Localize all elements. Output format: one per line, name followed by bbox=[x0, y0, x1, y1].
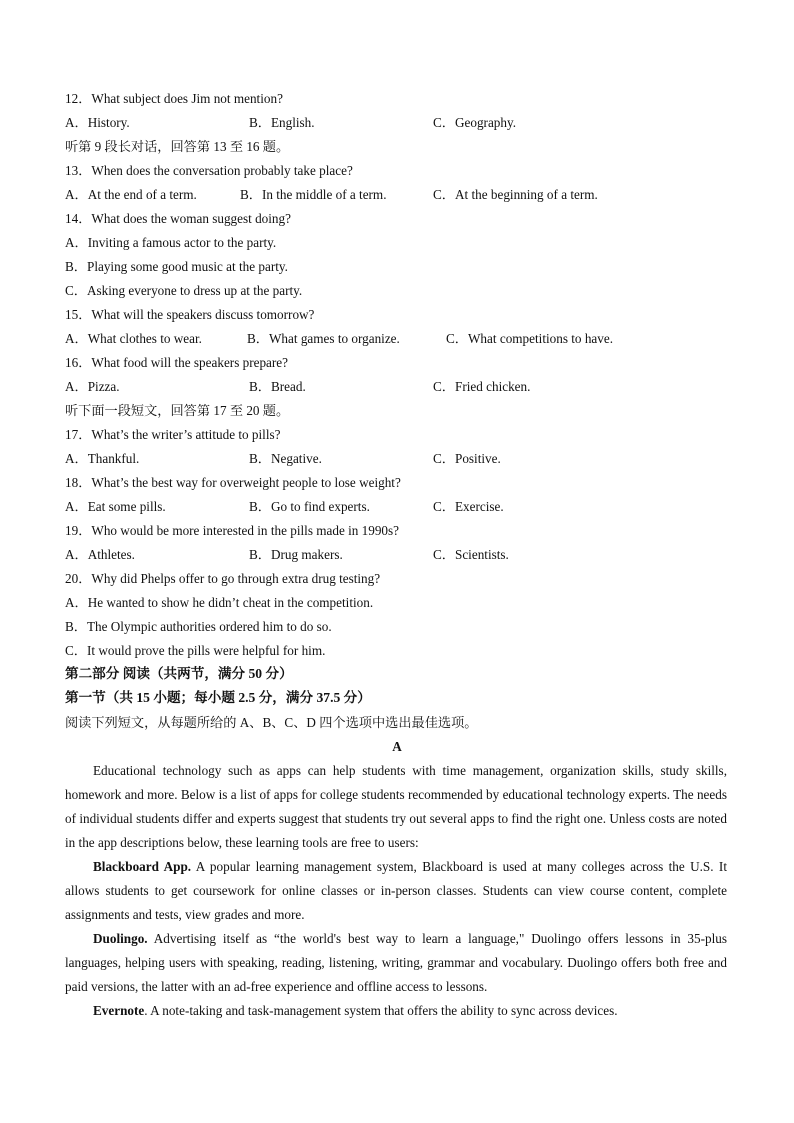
question-20: 20．Why did Phelps offer to go through extra drug testing? bbox=[65, 571, 381, 586]
q12-option-c: C．Geography. bbox=[433, 115, 517, 130]
q14-option-a: A．Inviting a famous actor to the party. bbox=[65, 235, 277, 250]
paragraph-2-text: A popular learning management system, Blackboard is used at many colleges across the U.S. It allows students to get coursework for online classes or in-person classes. Students can view course content, complete assignments and tests, view grades and more. bbox=[65, 859, 727, 922]
question-12: 12．What subject does Jim not mention? bbox=[65, 91, 283, 106]
q16-option-a: A．Pizza. bbox=[65, 379, 120, 394]
passage-instruction: 听下面一段短文，回答第 17 至 20 题。 bbox=[65, 403, 290, 418]
q13-option-a: A．At the end of a term. bbox=[65, 187, 197, 202]
question-17: 17．What’s the writer’s attitude to pills? bbox=[65, 427, 281, 442]
q15-option-a: A．What clothes to wear. bbox=[65, 331, 202, 346]
paragraph-3-text: Advertising itself as “the world's best way to learn a language," Duolingo offers lessons in 35-plus languages, helping users with speaking, reading, listening, writing, grammar and vocabulary. Duolingo offers both free and paid versions, the latter with an ad-free experience and offline access to lessons. bbox=[65, 931, 727, 994]
question-19: 19．Who would be more interested in the pills made in 1990s? bbox=[65, 523, 400, 538]
q12-option-a: A．History. bbox=[65, 115, 130, 130]
duolingo-heading: Duolingo. bbox=[93, 931, 148, 946]
evernote-heading: Evernote bbox=[93, 1003, 145, 1018]
q16-option-b: B．Bread. bbox=[249, 379, 306, 394]
part-2-title: 第二部分 阅读（共两节，满分 50 分） bbox=[65, 666, 293, 681]
q17-option-b: B．Negative. bbox=[249, 451, 322, 466]
passage-paragraph-1 bbox=[65, 759, 727, 855]
q15-option-b: B．What games to organize. bbox=[247, 331, 400, 346]
question-14: 14．What does the woman suggest doing? bbox=[65, 211, 291, 226]
q17-option-a: A．Thankful. bbox=[65, 451, 140, 466]
question-18: 18．What’s the best way for overweight people to lose weight? bbox=[65, 475, 401, 490]
paragraph-4-text: . A note-taking and task-management system that offers the ability to sync across devices. bbox=[144, 1003, 618, 1018]
q16-option-c: C．Fried chicken. bbox=[433, 379, 531, 394]
q20-option-b: B．The Olympic authorities ordered him to do so. bbox=[65, 619, 332, 634]
q14-option-b: B．Playing some good music at the party. bbox=[65, 259, 288, 274]
question-16: 16．What food will the speakers prepare? bbox=[65, 355, 289, 370]
passage-paragraph-2 bbox=[65, 855, 727, 927]
blackboard-app-heading: Blackboard App. bbox=[93, 859, 192, 874]
q20-option-c: C．It would prove the pills were helpful for him. bbox=[65, 643, 326, 658]
q19-option-a: A．Athletes. bbox=[65, 547, 135, 562]
question-15: 15．What will the speakers discuss tomorrow? bbox=[65, 307, 315, 322]
passage-letter: A bbox=[392, 739, 402, 754]
q19-option-c: C．Scientists. bbox=[433, 547, 509, 562]
q19-option-b: B．Drug makers. bbox=[249, 547, 343, 562]
q14-option-c: C．Asking everyone to dress up at the party. bbox=[65, 283, 303, 298]
q13-option-c: C．At the beginning of a term. bbox=[433, 187, 598, 202]
paragraph-1-text: Educational technology such as apps can help students with time management, organization skills, study skills, homework and more. Below is a list of apps for college students recommended by educational technology experts. The needs of individual students differ and experts suggest that students try out several apps to find the right one. Unless costs are noted in the app descriptions below, these learning tools are free to users: bbox=[65, 763, 727, 850]
reading-instruction: 阅读下列短文，从每题所给的 A、B、C、D 四个选项中选出最佳选项。 bbox=[65, 715, 478, 730]
q13-option-b: B．In the middle of a term. bbox=[240, 187, 387, 202]
section-1-title: 第一节（共 15 小题；每小题 2.5 分，满分 37.5 分） bbox=[65, 690, 371, 705]
q18-option-c: C．Exercise. bbox=[433, 499, 504, 514]
q20-option-a: A．He wanted to show he didn’t cheat in the competition. bbox=[65, 595, 374, 610]
passage-paragraph-4 bbox=[65, 999, 727, 1023]
q17-option-c: C．Positive. bbox=[433, 451, 501, 466]
passage-paragraph-3 bbox=[65, 927, 727, 999]
question-13: 13．When does the conversation probably take place? bbox=[65, 163, 353, 178]
q12-option-b: B．English. bbox=[249, 115, 315, 130]
q18-option-a: A．Eat some pills. bbox=[65, 499, 166, 514]
dialog-9-instruction: 听第 9 段长对话，回答第 13 至 16 题。 bbox=[65, 139, 290, 154]
q18-option-b: B．Go to find experts. bbox=[249, 499, 370, 514]
q15-option-c: C．What competitions to have. bbox=[446, 331, 614, 346]
